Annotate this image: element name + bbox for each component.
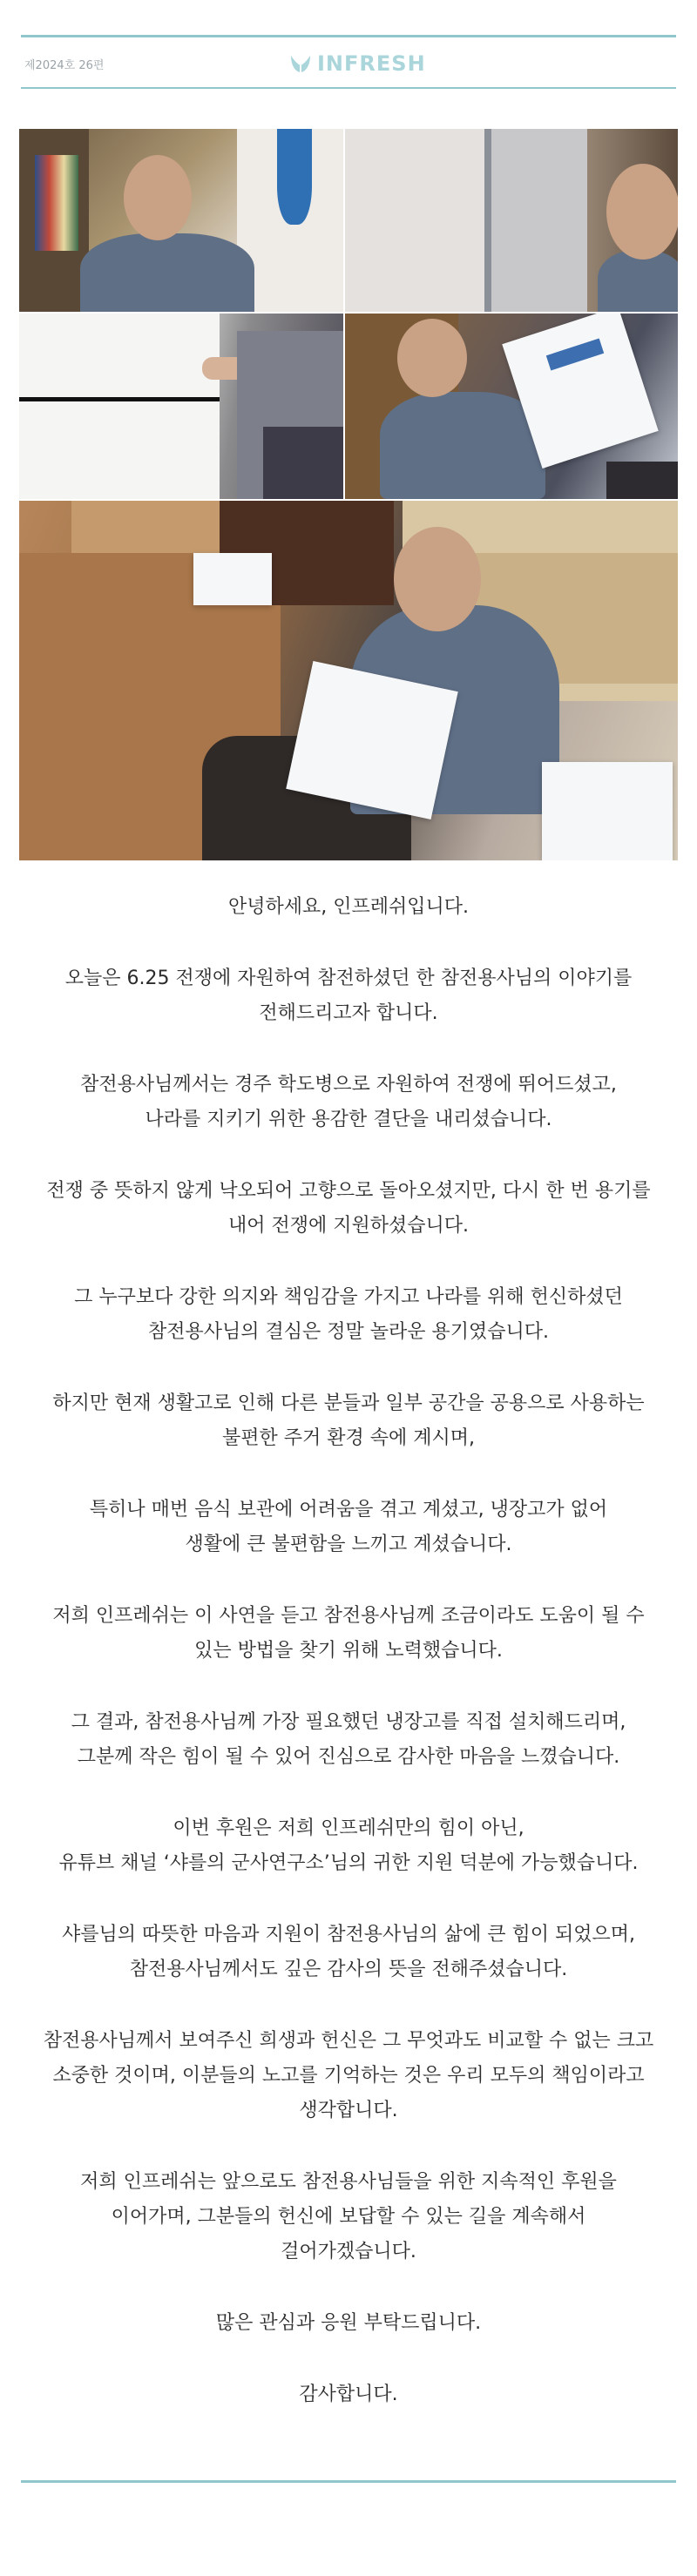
- body-line: 오늘은 6.25 전쟁에 자원하여 참전하셨던 한 참전용사님의 이야기를: [64, 968, 633, 989]
- body-line: 참전용사님께서도 깊은 감사의 뜻을 전해주셨습니다.: [129, 1959, 568, 1980]
- body-line: 전쟁 중 뜻하지 않게 낙오되어 고향으로 돌아오셨지만, 다시 한 번 용기를: [46, 1180, 651, 1202]
- body-paragraph: [0, 1918, 697, 1987]
- body-paragraph: [0, 1705, 697, 1775]
- body-line: 그 누구보다 강한 의지와 책임감을 가지고 나라를 위해 헌신하셨던: [74, 1286, 623, 1308]
- body-line: 이번 후원은 저희 인프레쉬만의 힘이 아닌,: [173, 1817, 524, 1839]
- body-line: 불편한 주거 환경 속에 계시며,: [222, 1427, 475, 1449]
- body-line: 소중한 것이며, 이분들의 노고를 기억하는 것은 우리 모두의 책임이라고: [52, 2065, 645, 2087]
- body-line: 생활에 큰 불편함을 느끼고 계셨습니다.: [185, 1534, 512, 1555]
- body-line: 있는 방법을 찾기 위해 노력했습니다.: [194, 1640, 503, 1662]
- body-line: 저희 인프레쉬는 이 사연을 듣고 참전용사님께 조금이라도 도움이 될 수: [52, 1605, 645, 1627]
- photo-veteran-reading-wide: [19, 501, 678, 860]
- photo-veteran-portrait: [19, 129, 343, 312]
- body-line: 참전용사님의 결심은 정말 놀라운 용기였습니다.: [147, 1321, 549, 1343]
- body-paragraph: [0, 1493, 697, 1562]
- header-bottom-rule: [21, 87, 676, 89]
- body-line: 많은 관심과 응원 부탁드립니다.: [215, 2312, 482, 2334]
- body-paragraph: [0, 2306, 697, 2341]
- body-line: 샤를님의 따뜻한 마음과 지원이 참전용사님의 삶에 큰 힘이 되었으며,: [62, 1924, 635, 1945]
- body-paragraph: [0, 1068, 697, 1137]
- photo-refrigerator-touch: [19, 314, 343, 499]
- body-line: 내어 전쟁에 지원하셨습니다.: [227, 1215, 469, 1237]
- body-line: 이어가며, 그분들의 헌신에 보답할 수 있는 길을 계속해서: [111, 2206, 586, 2228]
- body-paragraph: [0, 961, 697, 1031]
- body-line: 나라를 지키기 위한 용감한 결단을 내리셨습니다.: [145, 1109, 552, 1130]
- body-paragraph: [0, 890, 697, 925]
- photo-collage: [19, 129, 678, 860]
- body-line: 감사합니다.: [299, 2384, 398, 2405]
- body-paragraph: [0, 2377, 697, 2412]
- body-line: 하지만 현재 생활고로 인해 다른 분들과 일부 공간을 공용으로 사용하는: [52, 1393, 645, 1414]
- body-paragraph: [0, 1599, 697, 1669]
- body-line: 전해드리고자 합니다.: [259, 1002, 438, 1024]
- footer-rule: [21, 2480, 676, 2483]
- body-paragraph: [0, 1811, 697, 1881]
- header-top-rule: [21, 35, 676, 37]
- issue-number: 제2024호 26편: [24, 59, 105, 72]
- body-line: 특히나 매번 음식 보관에 어려움을 겪고 계셨고, 냉장고가 없어: [89, 1499, 608, 1521]
- body-line: 걸어가겠습니다.: [281, 2241, 416, 2262]
- body-line: 참전용사님께서는 경주 학도병으로 자원하여 전쟁에 뛰어드셨고,: [80, 1074, 617, 1096]
- photo-veteran-side: [345, 129, 678, 312]
- body-line: 저희 인프레쉬는 앞으로도 참전용사님들을 위한 지속적인 후원을: [80, 2171, 617, 2193]
- photo-veteran-reading: [345, 314, 678, 499]
- body-paragraph: [0, 1174, 697, 1244]
- body-line: 생각합니다.: [299, 2100, 398, 2121]
- body-line: 그 결과, 참전용사님께 가장 필요했던 냉장고를 직접 설치해드리며,: [71, 1711, 626, 1733]
- article-body: [0, 890, 697, 2449]
- leaf-logo-icon: [288, 51, 314, 77]
- body-line: 참전용사님께서 보여주신 희생과 헌신은 그 무엇과도 비교할 수 없는 크고: [43, 2030, 654, 2052]
- body-paragraph: [0, 2165, 697, 2269]
- brand-wordmark: INFRESH: [317, 51, 426, 76]
- body-line: 안녕하세요, 인프레쉬입니다.: [227, 896, 469, 918]
- body-line: 그분께 작은 힘이 될 수 있어 진심으로 감사한 마음을 느꼈습니다.: [77, 1746, 620, 1768]
- body-paragraph: [0, 1386, 697, 1456]
- brand-logo[interactable]: [288, 51, 426, 77]
- body-line: 유튜브 채널 ‘샤를의 군사연구소’님의 귀한 지원 덕분에 가능했습니다.: [58, 1852, 639, 1874]
- body-paragraph: [0, 2024, 697, 2128]
- body-paragraph: [0, 1280, 697, 1350]
